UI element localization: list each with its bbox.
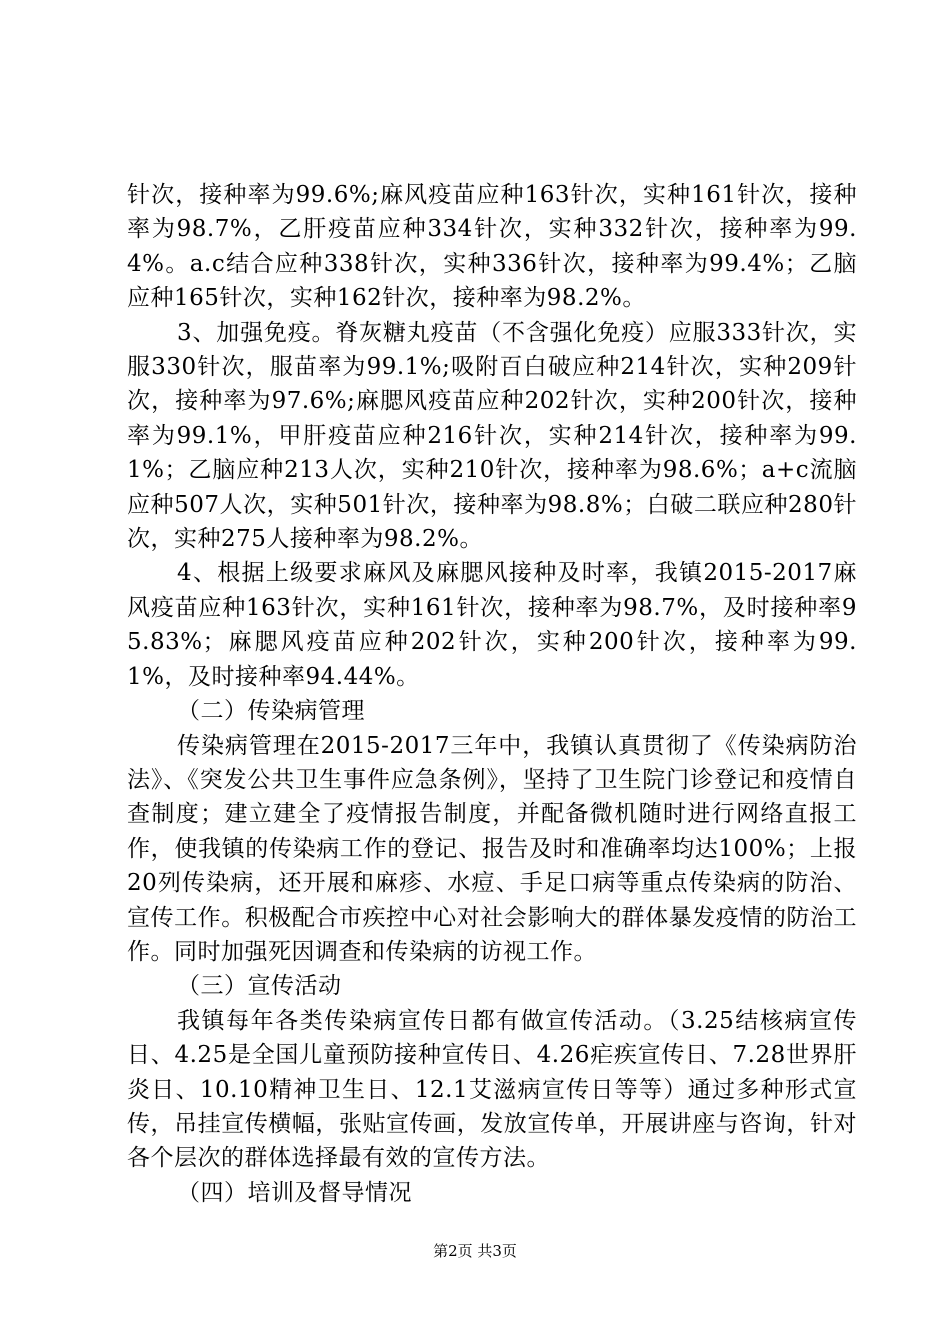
section-heading-publicity: （三）宣传活动 <box>177 973 342 1000</box>
paragraph-publicity: 我镇每年各类传染病宣传日都有做宣传活动。（3.25结核病宣传日、4.25是全国儿童预防接种宣传日、4.26疟疾宣传日、7.28世界肝炎日、10.10精神卫生日、12.1艾滋病宣传日等等）通过多种形式宣传，吊挂宣传横幅，张贴宣传画，发放宣传单，开展讲座与咨询，针对各个层次的群体选择最有效的宣传方法。 <box>127 1007 857 1172</box>
document-body <box>127 178 857 1210</box>
section-heading-infectious-disease: （二）传染病管理 <box>177 698 365 725</box>
page-number: 第2页 共3页 <box>433 1242 517 1260</box>
paragraph-infectious-disease: 传染病管理在2015-2017三年中，我镇认真贯彻了《传染病防治法》、《突发公共卫生事件应急条例》，坚持了卫生院门诊登记和疫情自查制度；建立建全了疫情报告制度，并配备微机随时进行网络直报工作，使我镇的传染病工作的登记、报告及时和准确率均达100%；上报20列传染病，还开展和麻疹、水痘、手足口病等重点传染病的防治、宣传工作。积极配合市疾控中心对社会影响大的群体暴发疫情的防治工作。同时加强死因调查和传染病的访视工作。 <box>127 732 857 965</box>
section-heading-training: （四）培训及督导情况 <box>177 1179 412 1206</box>
paragraph-timely-vaccination: 4、根据上级要求麻风及麻腮风接种及时率，我镇2015-2017麻风疫苗应种163针次，实种161针次，接种率为98.7%，及时接种率95.83%；麻腮风疫苗应种202针次，实种200针次，接种率为99.1%，及时接种率94.44%。 <box>127 560 857 690</box>
paragraph-booster-immunization: 3、加强免疫。脊灰糖丸疫苗（不含强化免疫）应服333针次，实服330针次，服苗率为99.1%;吸附百白破应种214针次，实种209针次，接种率为97.6%;麻腮风疫苗应种202针次，实种200针次，接种率为99.1%，甲肝疫苗应种216针次，实种214针次，接种率为99.1%；乙脑应种213人次，实种210针次，接种率为98.6%；a+c流脑应种507人次，实种501针次，接种率为98.8%；白破二联应种280针次，实种275人接种率为98.2%。 <box>127 319 857 553</box>
paragraph-continued: 针次，接种率为99.6%;麻风疫苗应种163针次，实种161针次，接种率为98.7%，乙肝疫苗应种334针次，实种332针次，接种率为99.4%。a.c结合应种338针次，实种336针次，接种率为99.4%；乙脑应种165针次，实种162针次，接种率为98.2%。 <box>127 182 857 312</box>
